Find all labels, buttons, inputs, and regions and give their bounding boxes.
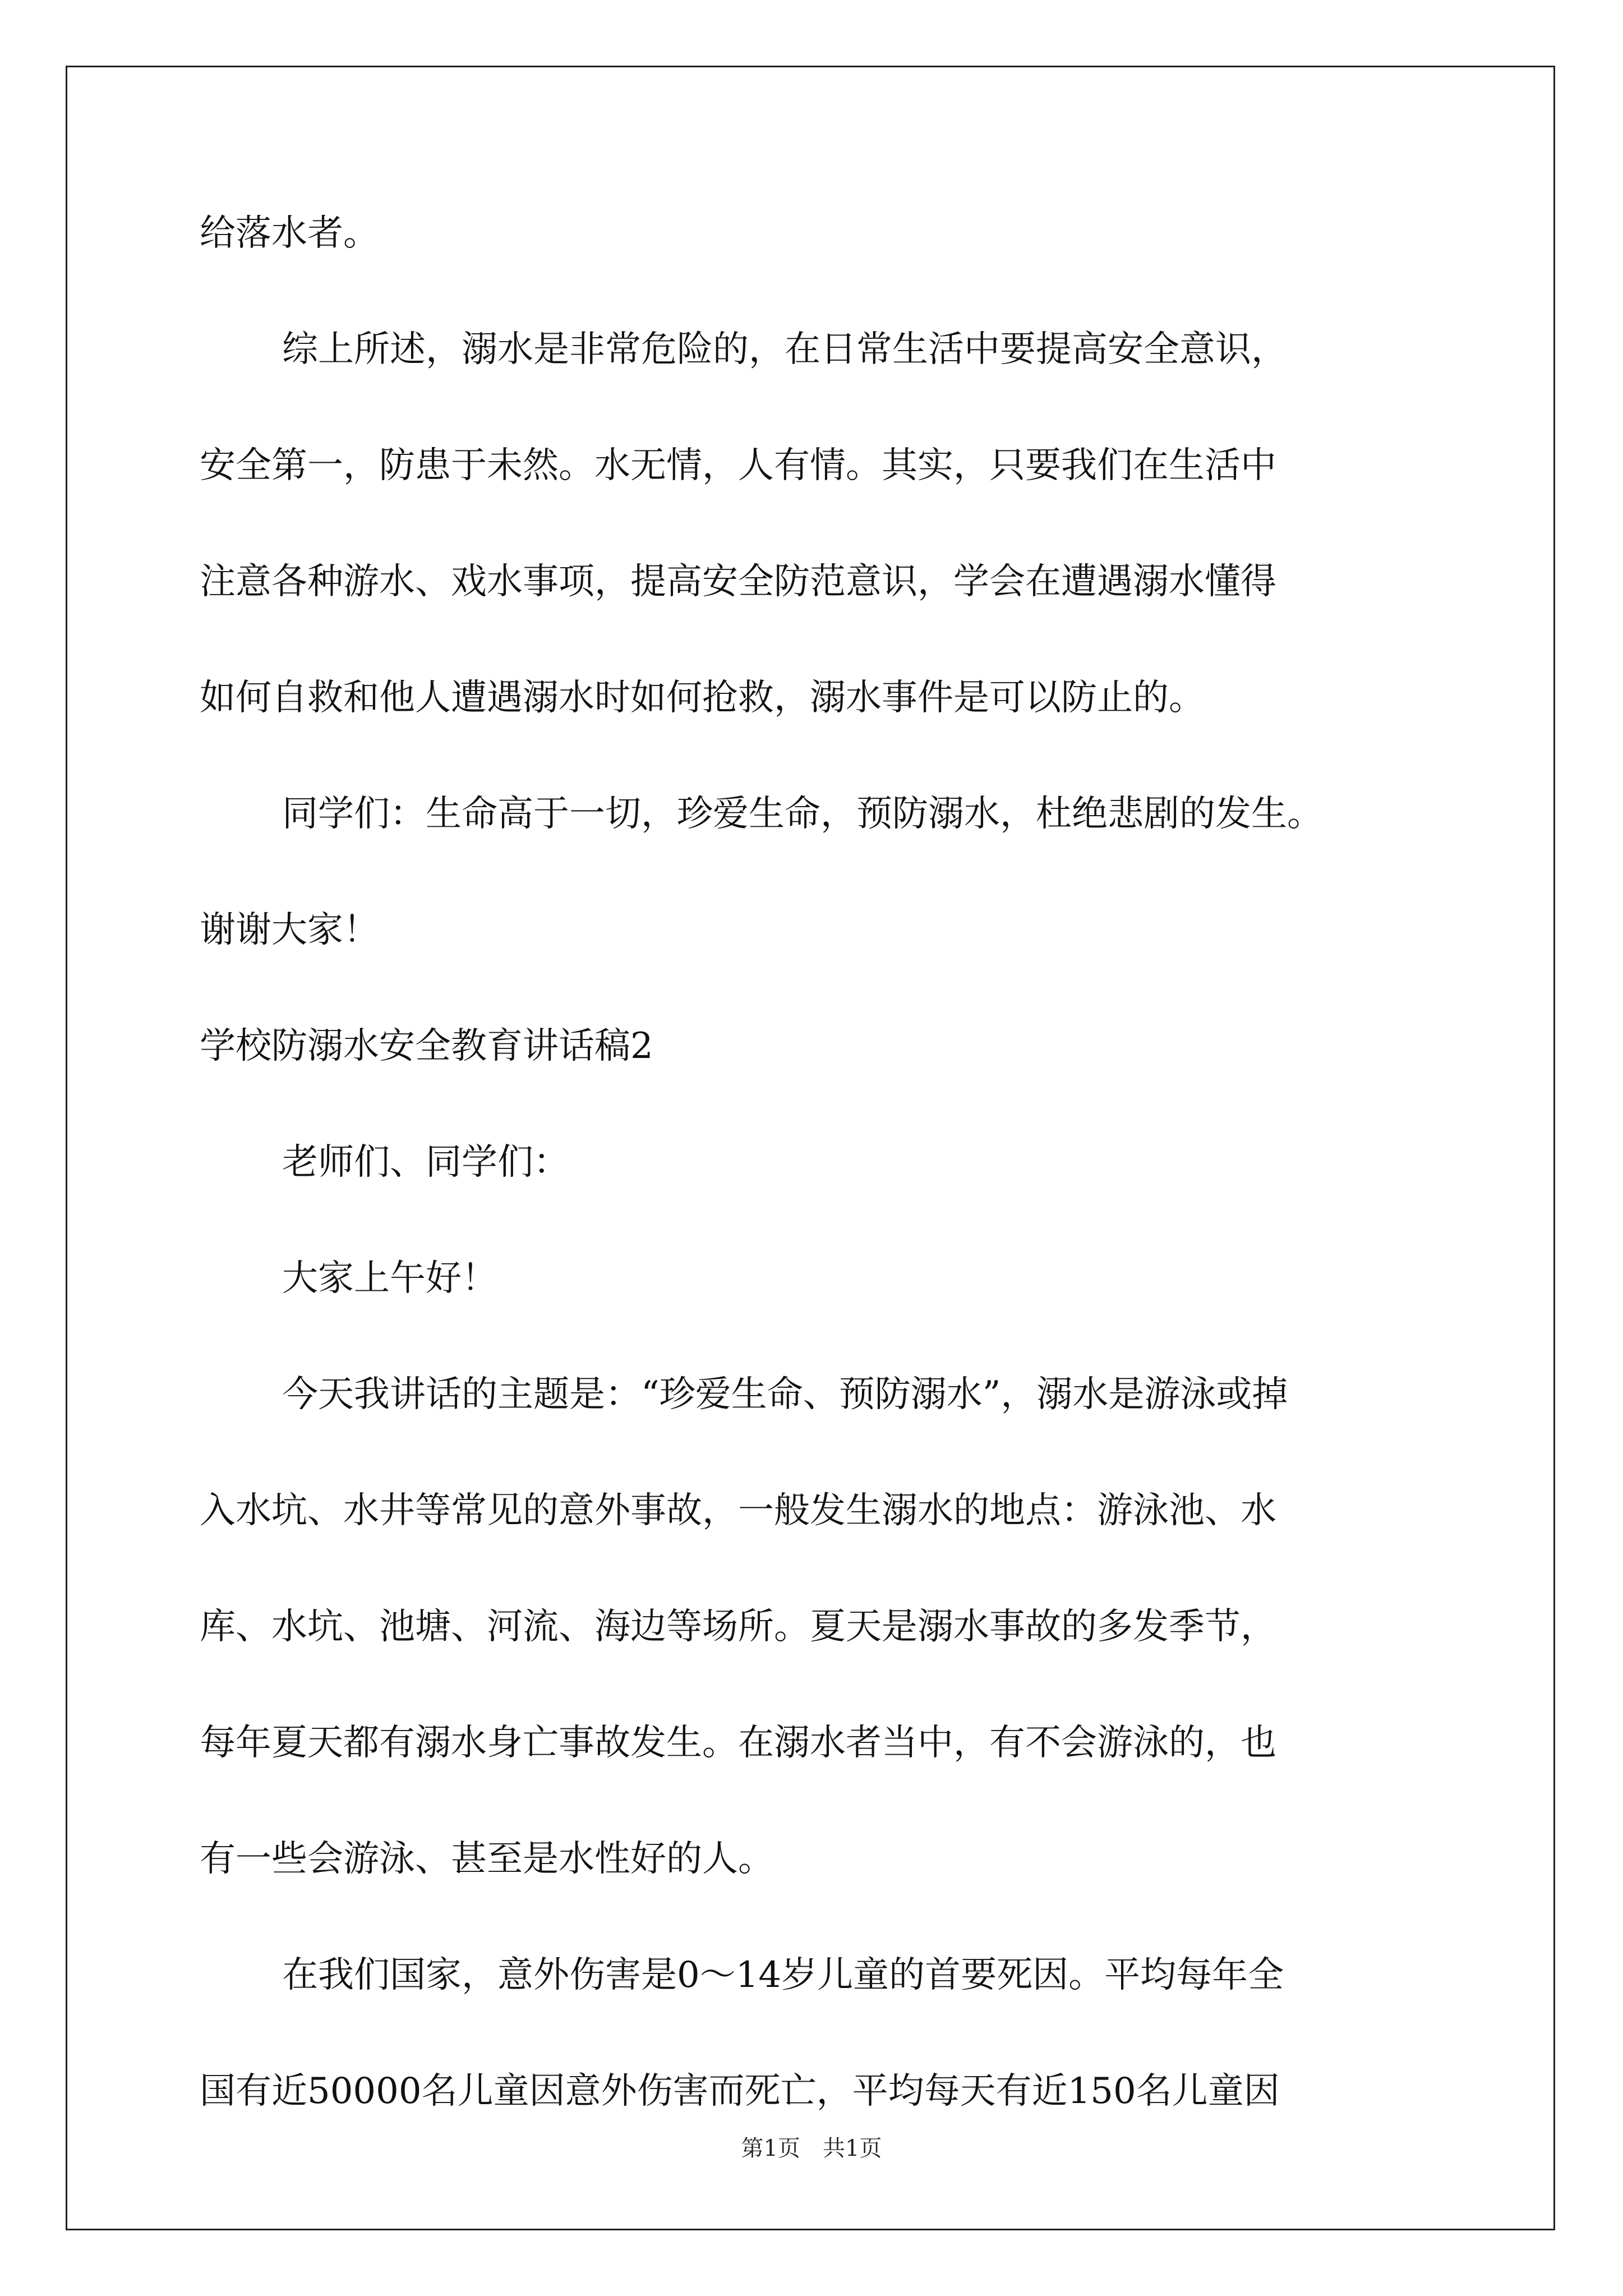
text-line: 给落水者。: [200, 213, 379, 254]
paragraph-line: 综上所述，溺水是非常危险的，在日常生活中要提高安全意识，: [282, 329, 1287, 370]
greeting: 大家上午好！: [282, 1258, 497, 1299]
document-body: [200, 213, 1501, 2187]
text-line: 谢谢大家！: [200, 909, 379, 951]
salutation: 老师们、同学们：: [282, 1142, 569, 1183]
text-line: 有一些会游泳、甚至是水性好的人。: [200, 1838, 774, 1880]
paragraph-line: 今天我讲话的主题是：“珍爱生命、预防溺水”，溺水是游泳或掉: [282, 1374, 1288, 1415]
text-line: 安全第一，防患于未然。水无情，人有情。其实，只要我们在生活中: [200, 445, 1276, 486]
text-line: 国有近50000名儿童因意外伤害而死亡，平均每天有近150名儿童因: [200, 2070, 1280, 2112]
text-line: 注意各种游水、戏水事项，提高安全防范意识，学会在遭遇溺水懂得: [200, 561, 1276, 602]
paragraph-line: 在我们国家，意外伤害是0～14岁儿童的首要死因。平均每年全: [282, 1954, 1284, 1996]
text-line: 库、水坑、池塘、河流、海边等场所。夏天是溺水事故的多发季节，: [200, 1606, 1276, 1648]
text-line: 如何自救和他人遭遇溺水时如何抢救，溺水事件是可以防止的。: [200, 677, 1205, 719]
paragraph-line: 同学们：生命高于一切，珍爱生命，预防溺水，杜绝悲剧的发生。: [282, 793, 1323, 835]
section-title: 学校防溺水安全教育讲话稿2: [200, 1025, 653, 1067]
text-line: 每年夏天都有溺水身亡事故发生。在溺水者当中，有不会游泳的，也: [200, 1722, 1276, 1764]
page-footer: 第1页 共1页: [741, 2136, 882, 2161]
text-line: 入水坑、水井等常见的意外事故，一般发生溺水的地点：游泳池、水: [200, 1490, 1276, 1531]
